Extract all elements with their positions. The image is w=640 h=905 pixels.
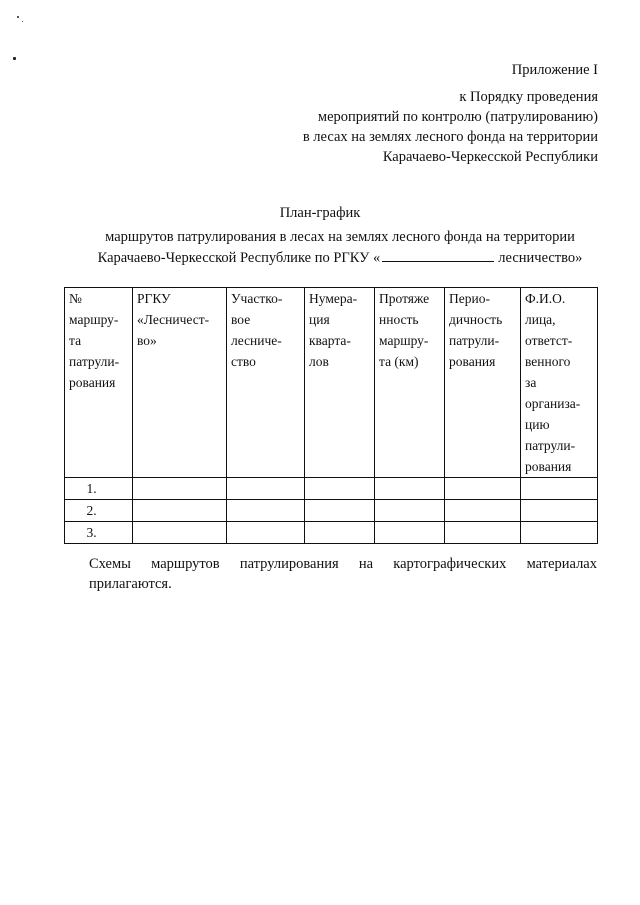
row-number: 2. [65, 500, 133, 522]
table-cell [133, 522, 227, 544]
header-line: в лесах на землях лесного фонда на территории [302, 129, 598, 145]
table-cell [445, 522, 521, 544]
forestry-name-blank [382, 247, 494, 262]
table-cell [227, 500, 305, 522]
document-subtitle: маршрутов патрулирования в лесах на землях лесного фонда на территории [105, 229, 575, 245]
header-line: мероприятий по контролю (патрулированию) [317, 109, 598, 125]
table-cell [305, 478, 375, 500]
table-row [65, 522, 598, 544]
table-cell [227, 478, 305, 500]
table-cell [133, 500, 227, 522]
table-header-row [65, 288, 598, 478]
table-cell [375, 500, 445, 522]
header-line: к Порядку проведения [459, 89, 598, 105]
header-line: Карачаево-Черкесской Республики [382, 149, 598, 165]
table-cell [227, 522, 305, 544]
appendix-number: Приложение I [511, 62, 598, 78]
attachment-note: Схемы маршрутов патрулирования на картографических материалах прилагаются. [89, 556, 597, 592]
row-number: 1. [65, 478, 133, 500]
table-cell [375, 478, 445, 500]
column-header: РГКУ «Лесничест- во» [133, 288, 227, 478]
table-cell [521, 522, 598, 544]
table-cell [133, 478, 227, 500]
document-title: План-график [279, 205, 361, 221]
column-header: Ф.И.О. лица, ответст- венного за организа- цию патрули- рования [521, 288, 598, 478]
table-row [65, 500, 598, 522]
table-cell [305, 500, 375, 522]
document-subtitle [0, 247, 640, 269]
column-header: Участко- вое лесниче- ство [227, 288, 305, 478]
subtitle-suffix: лесничество» [498, 250, 583, 266]
column-header: Нумера- ция кварта- лов [305, 288, 375, 478]
table-cell [521, 478, 598, 500]
column-header: № маршру- та патрули- рования [65, 288, 133, 478]
table-row [65, 478, 598, 500]
column-header: Протяже нность маршру- та (км) [375, 288, 445, 478]
scan-speck [17, 16, 19, 18]
table-cell [521, 500, 598, 522]
scan-speck [22, 21, 23, 22]
table-cell [305, 522, 375, 544]
row-number: 3. [65, 522, 133, 544]
subtitle-prefix: Карачаево-Черкесской Республике по РГКУ « [97, 250, 381, 266]
column-header: Перио- дичность патрули- рования [445, 288, 521, 478]
table-cell [375, 522, 445, 544]
table-cell [445, 500, 521, 522]
patrol-schedule-table [64, 287, 598, 544]
table-cell [445, 478, 521, 500]
scan-speck [13, 57, 16, 60]
